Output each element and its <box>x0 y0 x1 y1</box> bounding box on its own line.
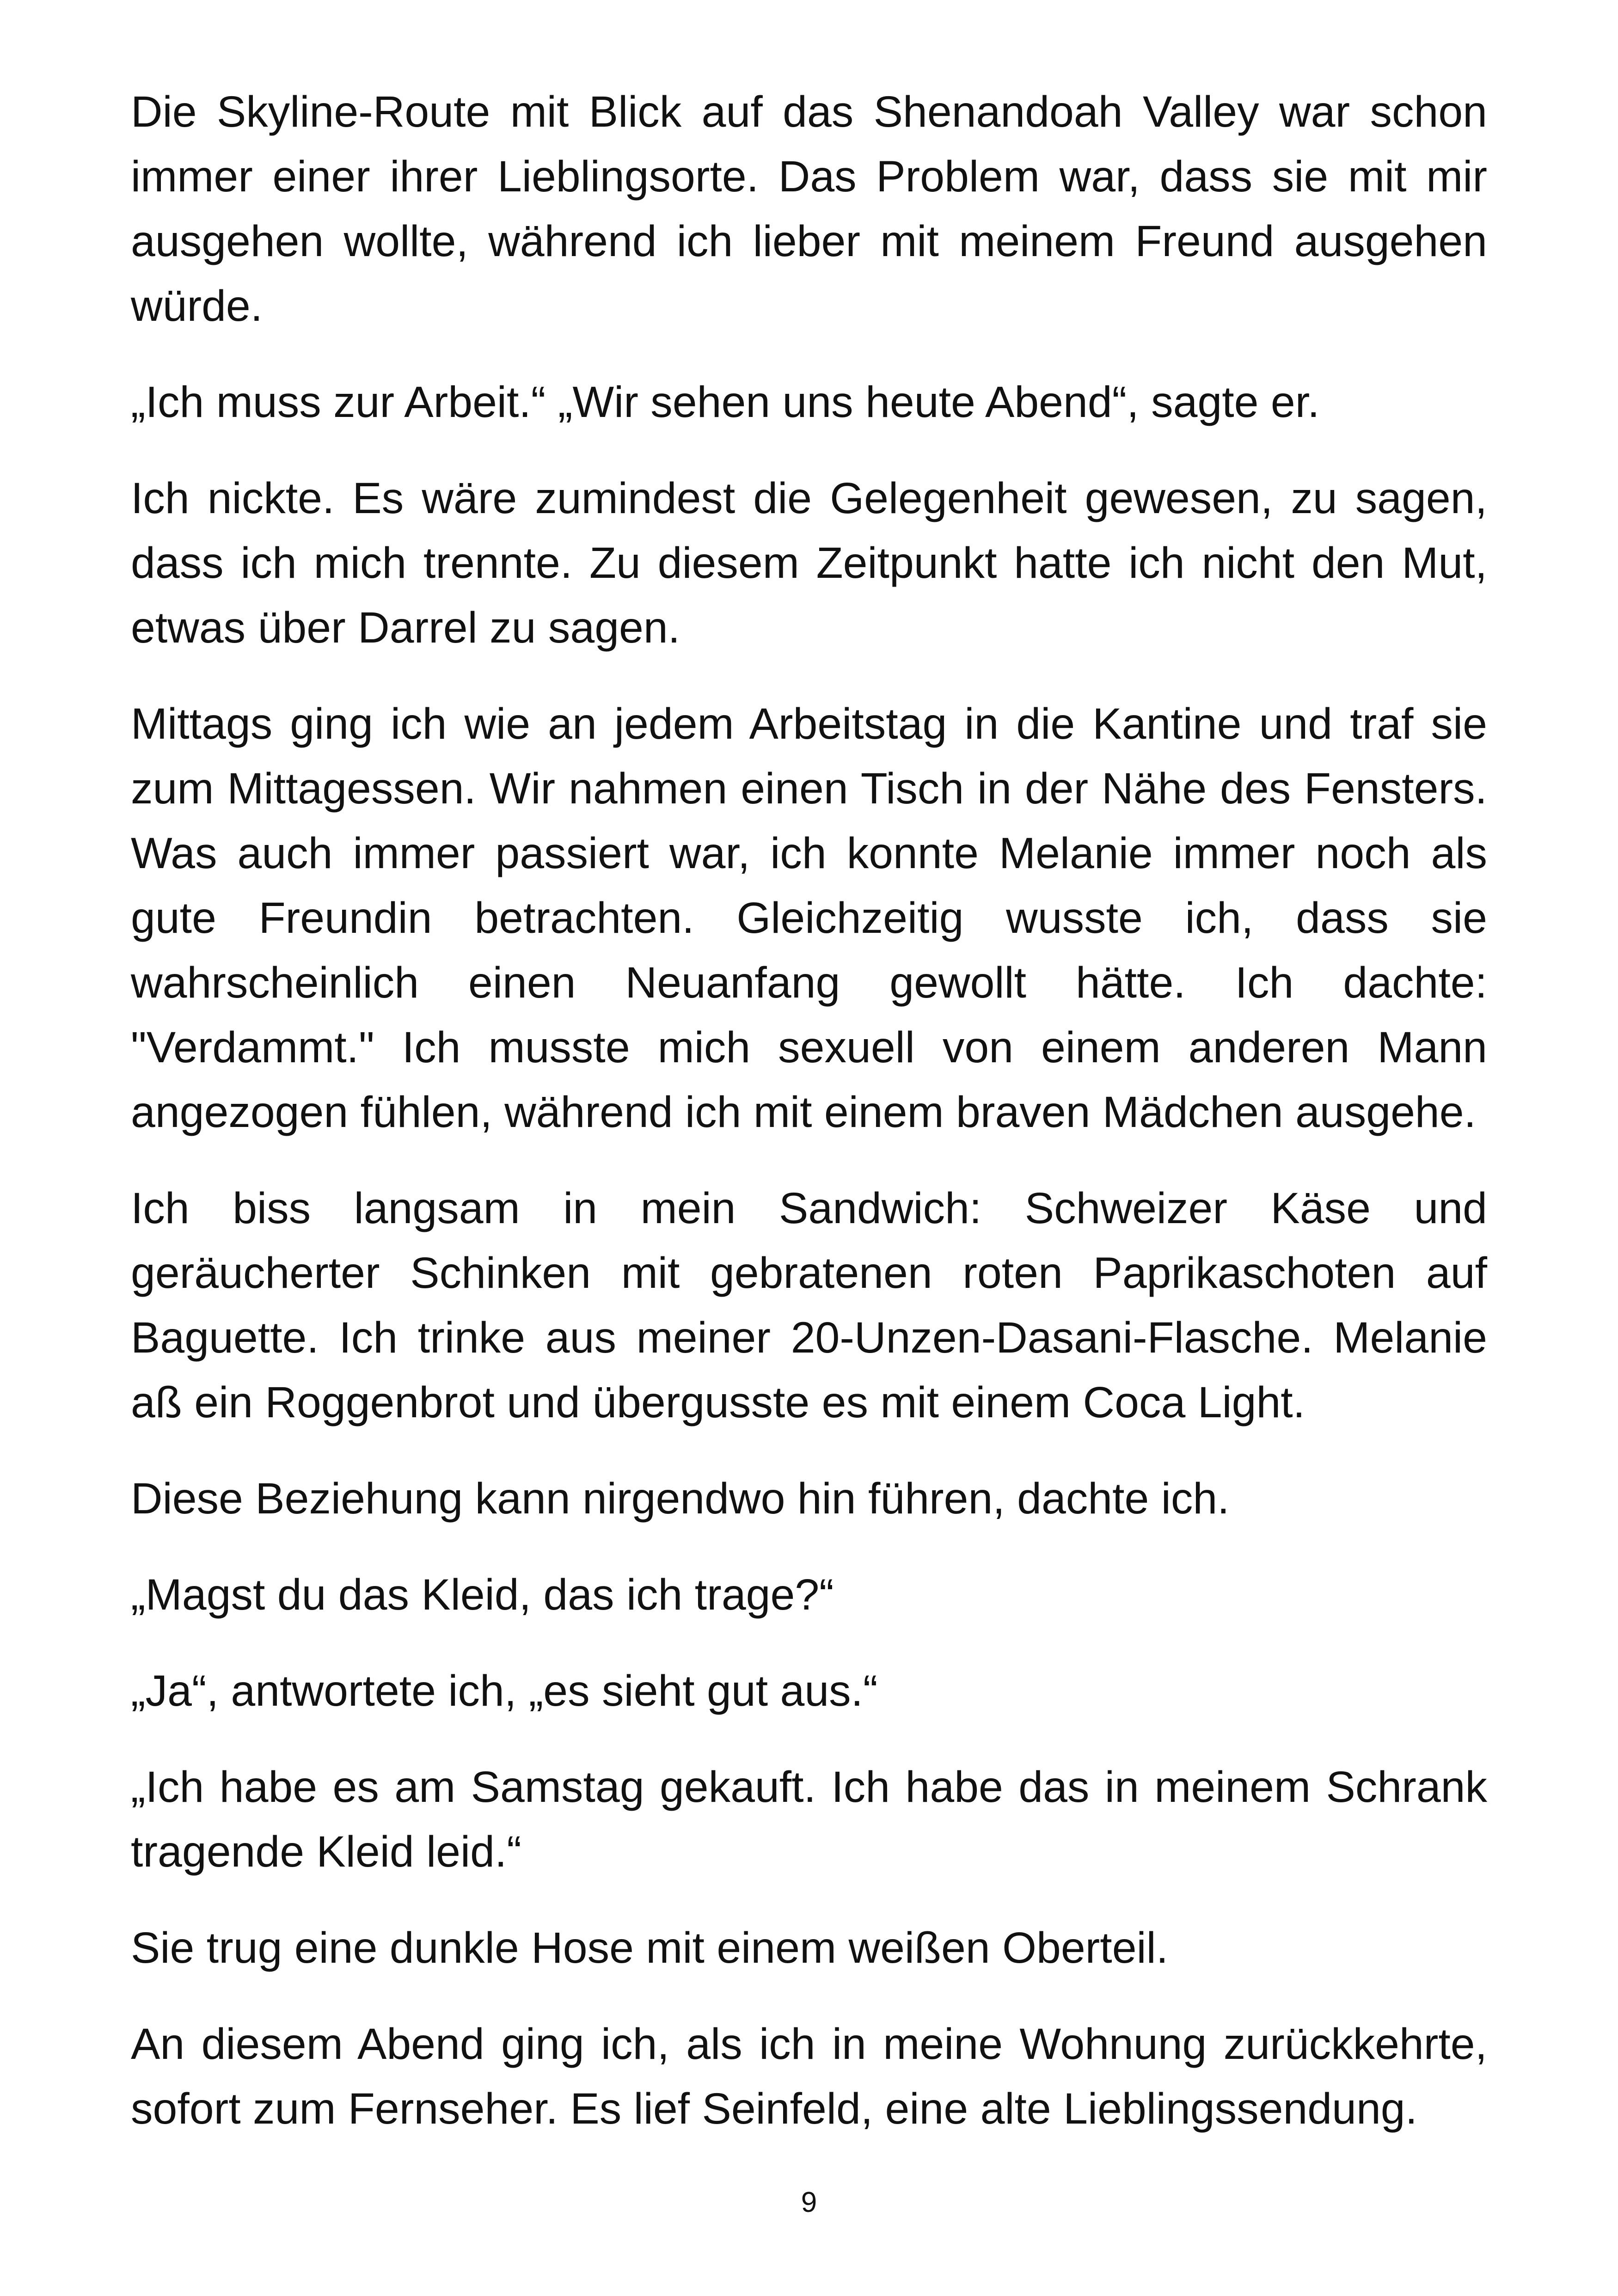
paragraph: „Ich muss zur Arbeit.“ „Wir sehen uns heute Abend“, sagte er. <box>131 378 1320 427</box>
page-number: 9 <box>801 2186 817 2218</box>
paragraph: Sie trug eine dunkle Hose mit einem weißen Oberteil. <box>131 1923 1169 1972</box>
page-body <box>131 80 1487 2141</box>
paragraph: „Magst du das Kleid, das ich trage?“ <box>131 1570 834 1619</box>
paragraph: „Ich habe es am Samstag gekauft. Ich habe das in meinem Schrank tragende Kleid leid.“ <box>131 1763 1487 1876</box>
paragraph: Die Skyline-Route mit Blick auf das Shenandoah Valley war schon immer einer ihrer Lieblingsorte. Das Problem war, dass sie mit mir ausgehen wollte, während ich lieber mit meinem Freund ausgehen würde. <box>131 87 1487 331</box>
paragraph: Ich nickte. Es wäre zumindest die Gelegenheit gewesen, zu sagen, dass ich mich trennte. Zu diesem Zeitpunkt hatte ich nicht den Mut, etwas über Darrel zu sagen. <box>131 474 1487 652</box>
paragraph: Mittags ging ich wie an jedem Arbeitstag in die Kantine und traf sie zum Mittagessen. Wir nahmen einen Tisch in der Nähe des Fensters. Was auch immer passiert war, ich konnte Melanie immer noch als gute Freundin betrachten. Gleichzeitig wusste ich, dass sie wahrscheinlich einen Neuanfang gewollt hätte. Ich dachte: "Verdammt." Ich musste mich sexuell von einem anderen Mann angezogen fühlen, während ich mit einem braven Mädchen ausgehe. <box>131 699 1487 1137</box>
paragraph: Diese Beziehung kann nirgendwo hin führen, dachte ich. <box>131 1474 1230 1523</box>
paragraph: An diesem Abend ging ich, als ich in meine Wohnung zurückkehrte, sofort zum Fernseher. Es lief Seinfeld, eine alte Lieblingssendung. <box>131 2020 1487 2133</box>
paragraph: „Ja“, antwortete ich, „es sieht gut aus.“ <box>131 1666 878 1715</box>
paragraph: Ich biss langsam in mein Sandwich: Schweizer Käse und geräucherter Schinken mit gebratenen roten Paprikaschoten auf Baguette. Ich trinke aus meiner 20-Unzen-Dasani-Flasche. Melanie aß ein Roggenbrot und übergusste es mit einem Coca Light. <box>131 1184 1487 1427</box>
